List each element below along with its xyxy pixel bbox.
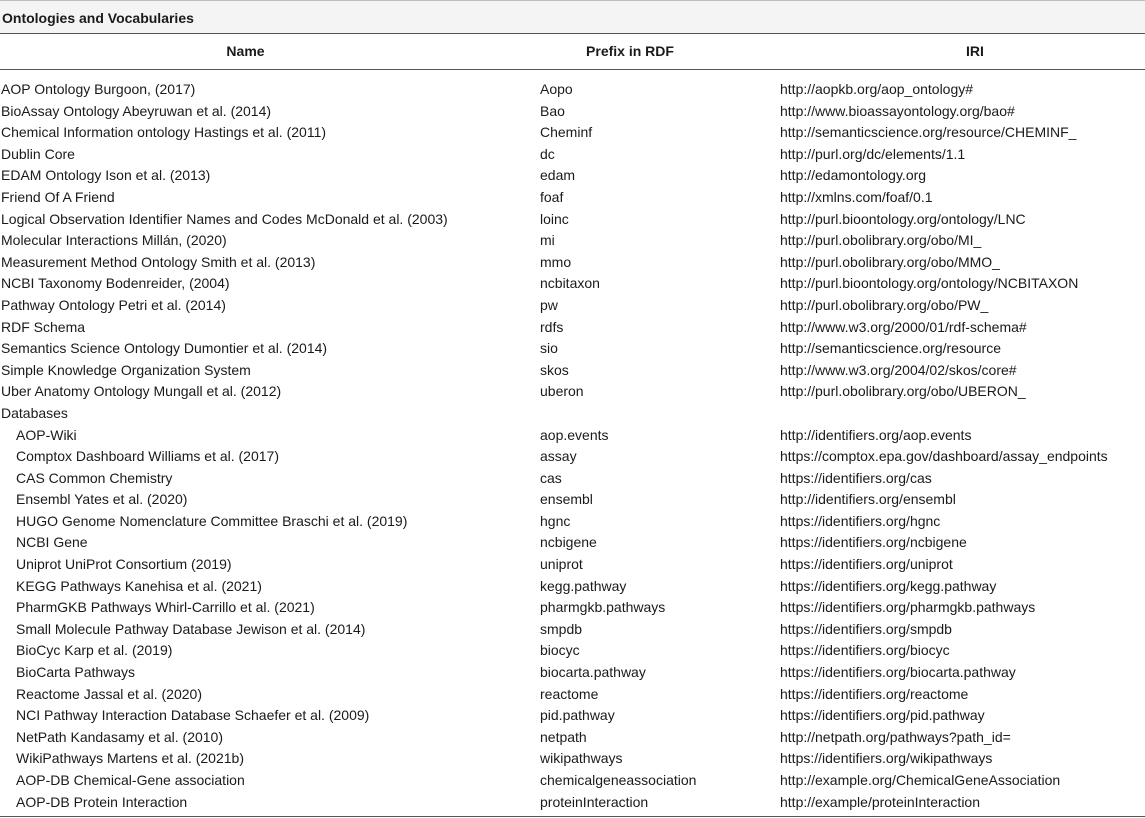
table-row — [0, 489, 1145, 511]
cell-prefix: skos — [540, 361, 569, 378]
cell-name: PharmGKB Pathways Whirl-Carrillo et al. (2021) — [16, 599, 315, 616]
column-header-iri: IRI — [966, 43, 984, 59]
table-row — [0, 360, 1145, 382]
cell-name: AOP Ontology Burgoon, (2017) — [1, 81, 196, 97]
table-row — [0, 295, 1145, 317]
table-row — [0, 317, 1145, 339]
cell-prefix: aop.events — [540, 426, 609, 443]
cell-prefix: mi — [540, 232, 555, 249]
cell-prefix: foaf — [540, 188, 564, 205]
cell-iri: https://identifiers.org/uniprot — [780, 556, 953, 573]
cell-iri: https://identifiers.org/hgnc — [780, 512, 941, 529]
cell-name: Molecular Interactions Millán, (2020) — [1, 232, 227, 249]
cell-iri: http://www.w3.org/2004/02/skos/core# — [780, 361, 1017, 378]
cell-iri: http://semanticscience.org/resource/CHEMINF_ — [780, 124, 1077, 141]
cell-prefix: kegg.pathway — [540, 577, 627, 594]
section-row — [0, 403, 1145, 425]
table-row — [0, 597, 1145, 619]
cell-prefix: biocyc — [540, 642, 580, 659]
cell-iri: https://comptox.epa.gov/dashboard/assay_endpoints — [780, 448, 1108, 465]
cell-iri: http://edamontology.org — [780, 167, 927, 184]
table-row — [0, 792, 1145, 814]
cell-name: CAS Common Chemistry — [16, 469, 173, 486]
cell-name: Dublin Core — [1, 145, 75, 162]
cell-prefix: Aopo — [540, 81, 573, 97]
table-header-row — [0, 34, 1145, 70]
table-row — [0, 209, 1145, 231]
cell-iri: https://identifiers.org/cas — [780, 469, 932, 486]
cell-iri: http://aopkb.org/aop_ontology# — [780, 81, 974, 97]
table-row — [0, 101, 1145, 123]
cell-name: AOP-DB Chemical-Gene association — [16, 772, 245, 788]
cell-name: KEGG Pathways Kanehisa et al. (2021) — [16, 577, 262, 594]
cell-name: WikiPathways Martens et al. (2021b) — [16, 750, 244, 767]
cell-iri: http://purl.obolibrary.org/obo/MI_ — [780, 232, 982, 249]
table-row — [0, 727, 1145, 749]
table-row — [0, 230, 1145, 252]
section-label: Databases — [1, 404, 68, 421]
table-row — [0, 705, 1145, 727]
table-row — [0, 187, 1145, 209]
cell-name: AOP-Wiki — [16, 426, 77, 443]
cell-iri: http://purl.bioontology.org/ontology/LNC — [780, 210, 1026, 227]
cell-iri: https://identifiers.org/pharmgkb.pathways — [780, 599, 1036, 616]
cell-iri: http://purl.obolibrary.org/obo/UBERON_ — [780, 383, 1026, 400]
cell-name: Uniprot UniProt Consortium (2019) — [16, 556, 232, 573]
cell-name: NCBI Taxonomy Bodenreider, (2004) — [1, 275, 230, 292]
cell-iri: https://identifiers.org/biocarta.pathway — [780, 664, 1016, 681]
cell-iri: http://example/proteinInteraction — [780, 793, 981, 810]
cell-prefix: ensembl — [540, 491, 593, 508]
cell-name: AOP-DB Protein Interaction — [16, 793, 188, 810]
cell-prefix: hgnc — [540, 512, 571, 529]
table-row — [0, 79, 1145, 101]
cell-iri: http://identifiers.org/aop.events — [780, 426, 972, 443]
cell-prefix: pw — [540, 296, 558, 313]
cell-iri: http://netpath.org/pathways?path_id= — [780, 728, 1011, 745]
cell-name: NCI Pathway Interaction Database Schaefer et al. (2009) — [16, 707, 370, 724]
cell-name: Pathway Ontology Petri et al. (2014) — [1, 296, 226, 313]
cell-iri: http://xmlns.com/foaf/0.1 — [780, 188, 933, 205]
cell-iri: http://example.org/ChemicalGeneAssociation — [780, 772, 1061, 788]
cell-name: Simple Knowledge Organization System — [1, 361, 251, 378]
cell-prefix: Cheminf — [540, 124, 593, 141]
table-row — [0, 662, 1145, 684]
cell-prefix: sio — [540, 340, 558, 357]
table-row — [0, 446, 1145, 468]
cell-name: HUGO Genome Nomenclature Committee Braschi et al. (2019) — [16, 512, 408, 529]
table-bottom-rule — [0, 816, 1145, 817]
table-row — [0, 165, 1145, 187]
cell-prefix: ncbigene — [540, 534, 597, 551]
table-row — [0, 554, 1145, 576]
cell-name: Comptox Dashboard Williams et al. (2017) — [16, 448, 279, 465]
cell-prefix: chemicalgeneassociation — [540, 772, 697, 788]
cell-prefix: netpath — [540, 728, 587, 745]
cell-name: Reactome Jassal et al. (2020) — [16, 685, 202, 702]
cell-prefix: dc — [540, 145, 555, 162]
column-header-prefix: Prefix in RDF — [586, 43, 674, 59]
cell-name: NetPath Kandasamy et al. (2010) — [16, 728, 224, 745]
table-row — [0, 273, 1145, 295]
cell-prefix: Bao — [540, 102, 565, 119]
cell-name: BioCarta Pathways — [16, 664, 136, 681]
table-row — [0, 425, 1145, 447]
cell-name: Friend Of A Friend — [1, 188, 115, 205]
cell-prefix: proteinInteraction — [540, 793, 649, 810]
cell-iri: http://purl.bioontology.org/ontology/NCBITAXON — [780, 275, 1079, 292]
cell-name: Measurement Method Ontology Smith et al. (2013) — [1, 253, 316, 270]
cell-prefix: biocarta.pathway — [540, 664, 646, 681]
cell-prefix: mmo — [540, 253, 572, 270]
table-row — [0, 684, 1145, 706]
cell-prefix: uberon — [540, 383, 584, 400]
table-row — [0, 532, 1145, 554]
table-row — [0, 381, 1145, 403]
cell-name: BioAssay Ontology Abeyruwan et al. (2014) — [1, 102, 272, 119]
cell-name: Semantics Science Ontology Dumontier et al. (2014) — [1, 340, 328, 357]
table-row — [0, 748, 1145, 770]
cell-iri: http://www.bioassayontology.org/bao# — [780, 102, 1015, 119]
table-title: Ontologies and Vocabularies — [2, 10, 194, 26]
cell-prefix: loinc — [540, 210, 569, 227]
cell-name: RDF Schema — [1, 318, 86, 335]
cell-name: BioCyc Karp et al. (2019) — [16, 642, 173, 659]
cell-prefix: cas — [540, 469, 562, 486]
table-row — [0, 338, 1145, 360]
cell-prefix: wikipathways — [540, 750, 623, 767]
table-title-bar — [0, 0, 1145, 34]
cell-name: EDAM Ontology Ison et al. (2013) — [1, 167, 211, 184]
cell-prefix: rdfs — [540, 318, 564, 335]
cell-iri: http://semanticscience.org/resource — [780, 340, 1001, 357]
table-row — [0, 252, 1145, 274]
cell-name: Chemical Information ontology Hastings et al. (2011) — [1, 124, 327, 141]
cell-iri: https://identifiers.org/pid.pathway — [780, 707, 985, 724]
table-row — [0, 770, 1145, 792]
table-row — [0, 122, 1145, 144]
table-body — [0, 79, 1145, 813]
table-row — [0, 511, 1145, 533]
table-row — [0, 640, 1145, 662]
cell-name: Logical Observation Identifier Names and Codes McDonald et al. (2003) — [1, 210, 448, 227]
column-header-name: Name — [226, 43, 265, 59]
cell-iri: http://www.w3.org/2000/01/rdf-schema# — [780, 318, 1027, 335]
cell-iri: http://identifiers.org/ensembl — [780, 491, 956, 508]
cell-prefix: assay — [540, 448, 577, 465]
cell-prefix: edam — [540, 167, 576, 184]
cell-iri: https://identifiers.org/ncbigene — [780, 534, 967, 551]
cell-name: NCBI Gene — [16, 534, 88, 551]
cell-name: Small Molecule Pathway Database Jewison et al. (2014) — [16, 620, 366, 637]
cell-name: Uber Anatomy Ontology Mungall et al. (2012) — [1, 383, 282, 400]
cell-prefix: ncbitaxon — [540, 275, 600, 292]
cell-prefix: uniprot — [540, 556, 583, 573]
cell-prefix: reactome — [540, 685, 599, 702]
cell-iri: https://identifiers.org/reactome — [780, 685, 969, 702]
cell-iri: https://identifiers.org/kegg.pathway — [780, 577, 997, 594]
cell-iri: http://purl.obolibrary.org/obo/MMO_ — [780, 253, 1000, 270]
table-row — [0, 144, 1145, 166]
table-row — [0, 468, 1145, 490]
table-row — [0, 619, 1145, 641]
cell-name: Ensembl Yates et al. (2020) — [16, 491, 188, 508]
table-row — [0, 576, 1145, 598]
cell-iri: https://identifiers.org/biocyc — [780, 642, 950, 659]
cell-iri: https://identifiers.org/smpdb — [780, 620, 952, 637]
cell-prefix: smpdb — [540, 620, 583, 637]
cell-iri: http://purl.org/dc/elements/1.1 — [780, 145, 966, 162]
cell-iri: https://identifiers.org/wikipathways — [780, 750, 993, 767]
cell-prefix: pid.pathway — [540, 707, 615, 724]
cell-iri: http://purl.obolibrary.org/obo/PW_ — [780, 296, 989, 313]
cell-prefix: pharmgkb.pathways — [540, 599, 666, 616]
